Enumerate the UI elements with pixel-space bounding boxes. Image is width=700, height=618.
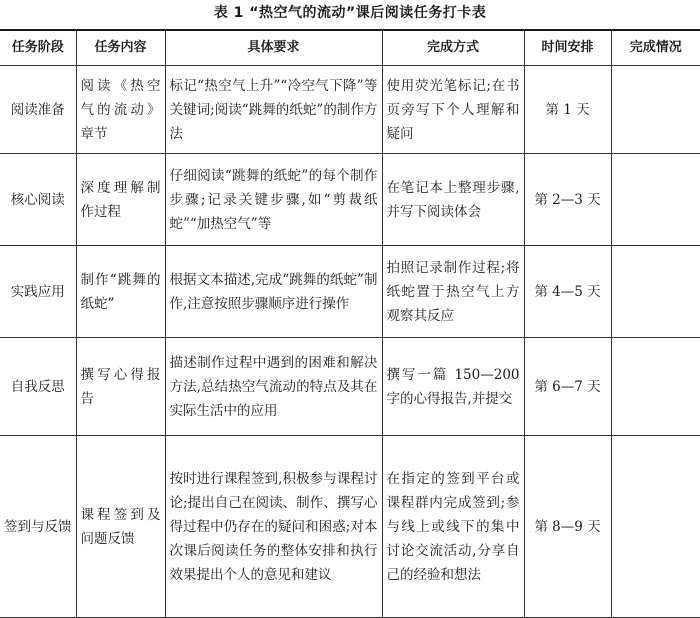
table-row	[0, 436, 700, 618]
stage-cell: 签到与反馈	[0, 436, 76, 618]
content-cell: 撰写心得报告	[76, 338, 165, 436]
method-cell: 撰写一篇 150—200 字的心得报告,并提交	[382, 338, 524, 436]
status-cell[interactable]	[611, 246, 700, 338]
table-row	[0, 338, 700, 436]
time-cell: 第 4—5 天	[524, 246, 611, 338]
requirement-cell: 仔细阅读“跳舞的纸蛇”的每个制作步骤;记录关键步骤,如“剪裁纸蛇”“加热空气”等	[165, 154, 382, 246]
header-method: 完成方式	[382, 30, 524, 66]
method-cell: 在笔记本上整理步骤,并写下阅读体会	[382, 154, 524, 246]
time-cell: 第 8—9 天	[524, 436, 611, 618]
table-row	[0, 246, 700, 338]
time-cell: 第 1 天	[524, 66, 611, 154]
status-cell[interactable]	[611, 66, 700, 154]
content-cell: 阅读《热空气的流动》章节	[76, 66, 165, 154]
time-cell: 第 6—7 天	[524, 338, 611, 436]
header-requirement: 具体要求	[165, 30, 382, 66]
status-cell[interactable]	[611, 436, 700, 618]
table-caption: 表 1 “热空气的流动”课后阅读任务打卡表	[213, 5, 487, 21]
header-content: 任务内容	[76, 30, 165, 66]
header-status: 完成情况	[611, 30, 700, 66]
stage-cell: 核心阅读	[0, 154, 76, 246]
content-cell: 课程签到及问题反馈	[76, 436, 165, 618]
task-checkin-table	[0, 29, 700, 618]
header-stage: 任务阶段	[0, 30, 76, 66]
header-row	[0, 30, 700, 66]
method-cell: 使用荧光笔标记;在书页旁写下个人理解和疑问	[382, 66, 524, 154]
stage-cell: 阅读准备	[0, 66, 76, 154]
header-time: 时间安排	[524, 30, 611, 66]
requirement-cell: 标记“热空气上升”“冷空气下降”等关键词;阅读“跳舞的纸蛇”的制作方法	[165, 66, 382, 154]
table-row	[0, 154, 700, 246]
method-cell: 拍照记录制作过程;将纸蛇置于热空气上方观察其反应	[382, 246, 524, 338]
requirement-cell: 根据文本描述,完成“跳舞的纸蛇”制作,注意按照步骤顺序进行操作	[165, 246, 382, 338]
content-cell: 制作“跳舞的纸蛇”	[76, 246, 165, 338]
time-cell: 第 2—3 天	[524, 154, 611, 246]
stage-cell: 自我反思	[0, 338, 76, 436]
method-cell: 在指定的签到平台或课程群内完成签到;参与线上或线下的集中讨论交流活动,分享自己的经验和想法	[382, 436, 524, 618]
content-cell: 深度理解制作过程	[76, 154, 165, 246]
requirement-cell: 描述制作过程中遇到的困难和解决方法,总结热空气流动的特点及其在实际生活中的应用	[165, 338, 382, 436]
status-cell[interactable]	[611, 154, 700, 246]
table-row	[0, 66, 700, 154]
requirement-cell: 按时进行课程签到,积极参与课程讨论;提出自己在阅读、制作、撰写心得过程中仍存在的疑问和困惑;对本次课后阅读任务的整体安排和执行效果提出个人的意见和建议	[165, 436, 382, 618]
stage-cell: 实践应用	[0, 246, 76, 338]
status-cell[interactable]	[611, 338, 700, 436]
